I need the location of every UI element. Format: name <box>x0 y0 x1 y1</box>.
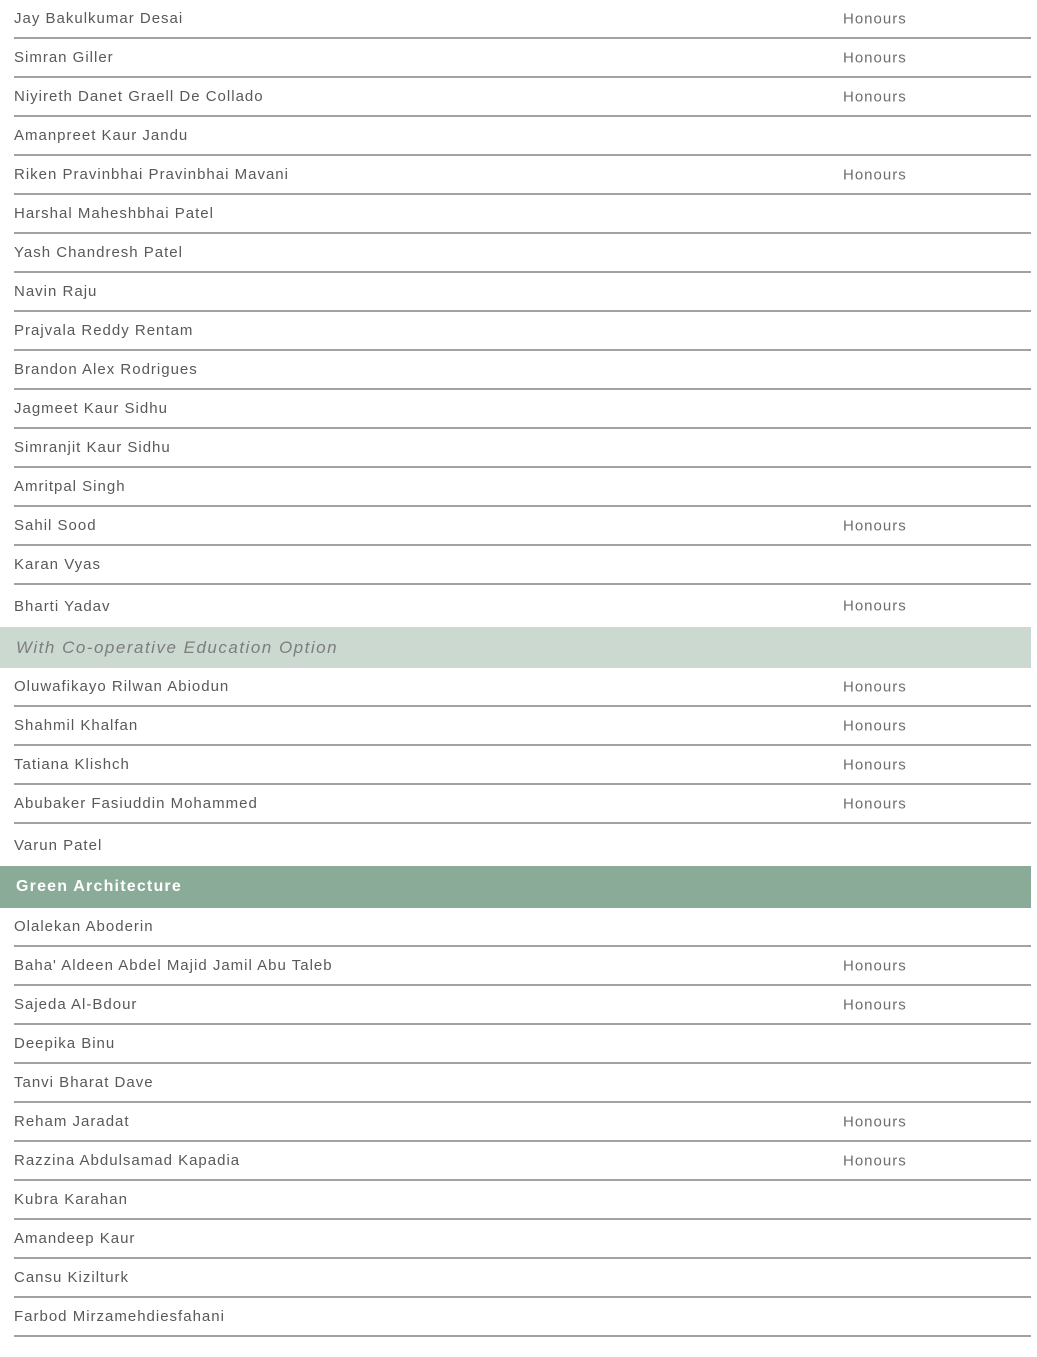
graduate-row <box>14 585 1031 627</box>
graduate-name: Simran Giller <box>14 49 114 66</box>
graduate-name: Oluwafikayo Rilwan Abiodun <box>14 678 230 695</box>
honours-designation: Honours <box>843 1113 907 1130</box>
graduate-name: Razzina Abdulsamad Kapadia <box>14 1152 241 1169</box>
subsection-header-band <box>0 627 1031 668</box>
honours-designation: Honours <box>843 517 907 534</box>
graduate-name: Navin Raju <box>14 283 98 300</box>
subsection-header-label: With Co-operative Education Option <box>16 637 339 657</box>
graduate-row <box>14 1259 1031 1298</box>
graduate-row <box>14 312 1031 351</box>
graduate-name: Kubra Karahan <box>14 1191 128 1208</box>
graduate-name: Cansu Kizilturk <box>14 1269 130 1286</box>
graduate-row <box>14 273 1031 312</box>
graduate-name: Simranjit Kaur Sidhu <box>14 439 171 456</box>
graduate-name: Sahil Sood <box>14 517 97 534</box>
graduate-row <box>14 947 1031 986</box>
graduate-name: Brandon Alex Rodrigues <box>14 361 198 378</box>
graduate-name: Harshal Maheshbhai Patel <box>14 205 214 222</box>
graduate-row <box>14 39 1031 78</box>
graduate-row <box>14 1220 1031 1259</box>
honours-designation: Honours <box>843 756 907 773</box>
graduate-row <box>14 195 1031 234</box>
honours-designation: Honours <box>843 678 907 695</box>
graduate-row <box>14 1064 1031 1103</box>
graduate-name: Abubaker Fasiuddin Mohammed <box>14 795 258 812</box>
graduate-row <box>14 1142 1031 1181</box>
honours-designation: Honours <box>843 597 907 615</box>
graduate-name: Varun Patel <box>14 836 103 854</box>
graduate-name: Amritpal Singh <box>14 478 126 495</box>
honours-designation: Honours <box>843 957 907 974</box>
graduate-row <box>14 429 1031 468</box>
graduate-row <box>14 986 1031 1025</box>
graduate-name: Prajvala Reddy Rentam <box>14 322 194 339</box>
graduate-row <box>14 234 1031 273</box>
graduate-row <box>14 351 1031 390</box>
honours-designation: Honours <box>843 49 907 66</box>
graduate-row <box>14 0 1031 39</box>
graduate-row <box>14 707 1031 746</box>
graduate-name: Shahmil Khalfan <box>14 717 139 734</box>
graduate-row <box>14 156 1031 195</box>
graduate-name: Sajeda Al-Bdour <box>14 996 138 1013</box>
graduate-name: Reham Jaradat <box>14 1113 130 1130</box>
honours-designation: Honours <box>843 88 907 105</box>
honours-designation: Honours <box>843 166 907 183</box>
honours-designation: Honours <box>843 10 907 27</box>
graduate-row <box>14 1025 1031 1064</box>
graduate-row <box>14 785 1031 824</box>
graduate-row <box>14 78 1031 117</box>
honours-designation: Honours <box>843 996 907 1013</box>
graduate-name: Tatiana Klishch <box>14 756 130 773</box>
graduate-name: Karan Vyas <box>14 556 101 573</box>
graduate-row <box>14 1103 1031 1142</box>
graduate-name: Amandeep Kaur <box>14 1230 136 1247</box>
graduate-name: Niyireth Danet Graell De Collado <box>14 88 264 105</box>
graduate-name: Jagmeet Kaur Sidhu <box>14 400 168 417</box>
graduate-name: Farbod Mirzamehdiesfahani <box>14 1308 225 1325</box>
graduate-row <box>14 468 1031 507</box>
graduate-row <box>14 507 1031 546</box>
graduate-row <box>14 824 1031 866</box>
graduate-row <box>14 668 1031 707</box>
graduate-name: Bharti Yadav <box>14 597 111 615</box>
section-header-label: Green Architecture <box>16 878 182 895</box>
graduate-name: Riken Pravinbhai Pravinbhai Mavani <box>14 166 289 183</box>
graduate-row <box>14 390 1031 429</box>
graduate-name: Olalekan Aboderin <box>14 918 154 935</box>
graduate-name: Tanvi Bharat Dave <box>14 1074 154 1091</box>
honours-designation: Honours <box>843 717 907 734</box>
graduate-row <box>14 1181 1031 1220</box>
graduate-name: Amanpreet Kaur Jandu <box>14 127 189 144</box>
graduate-row <box>14 1298 1031 1337</box>
graduate-row <box>14 117 1031 156</box>
graduate-name: Baha' Aldeen Abdel Majid Jamil Abu Taleb <box>14 957 333 974</box>
graduate-row <box>14 546 1031 585</box>
graduate-name: Jay Bakulkumar Desai <box>14 10 184 27</box>
honours-designation: Honours <box>843 795 907 812</box>
honours-designation: Honours <box>843 1152 907 1169</box>
graduate-name: Yash Chandresh Patel <box>14 244 183 261</box>
graduate-name: Deepika Binu <box>14 1035 116 1052</box>
graduate-row <box>14 908 1031 947</box>
graduate-row <box>14 746 1031 785</box>
section-header-band <box>0 866 1031 908</box>
